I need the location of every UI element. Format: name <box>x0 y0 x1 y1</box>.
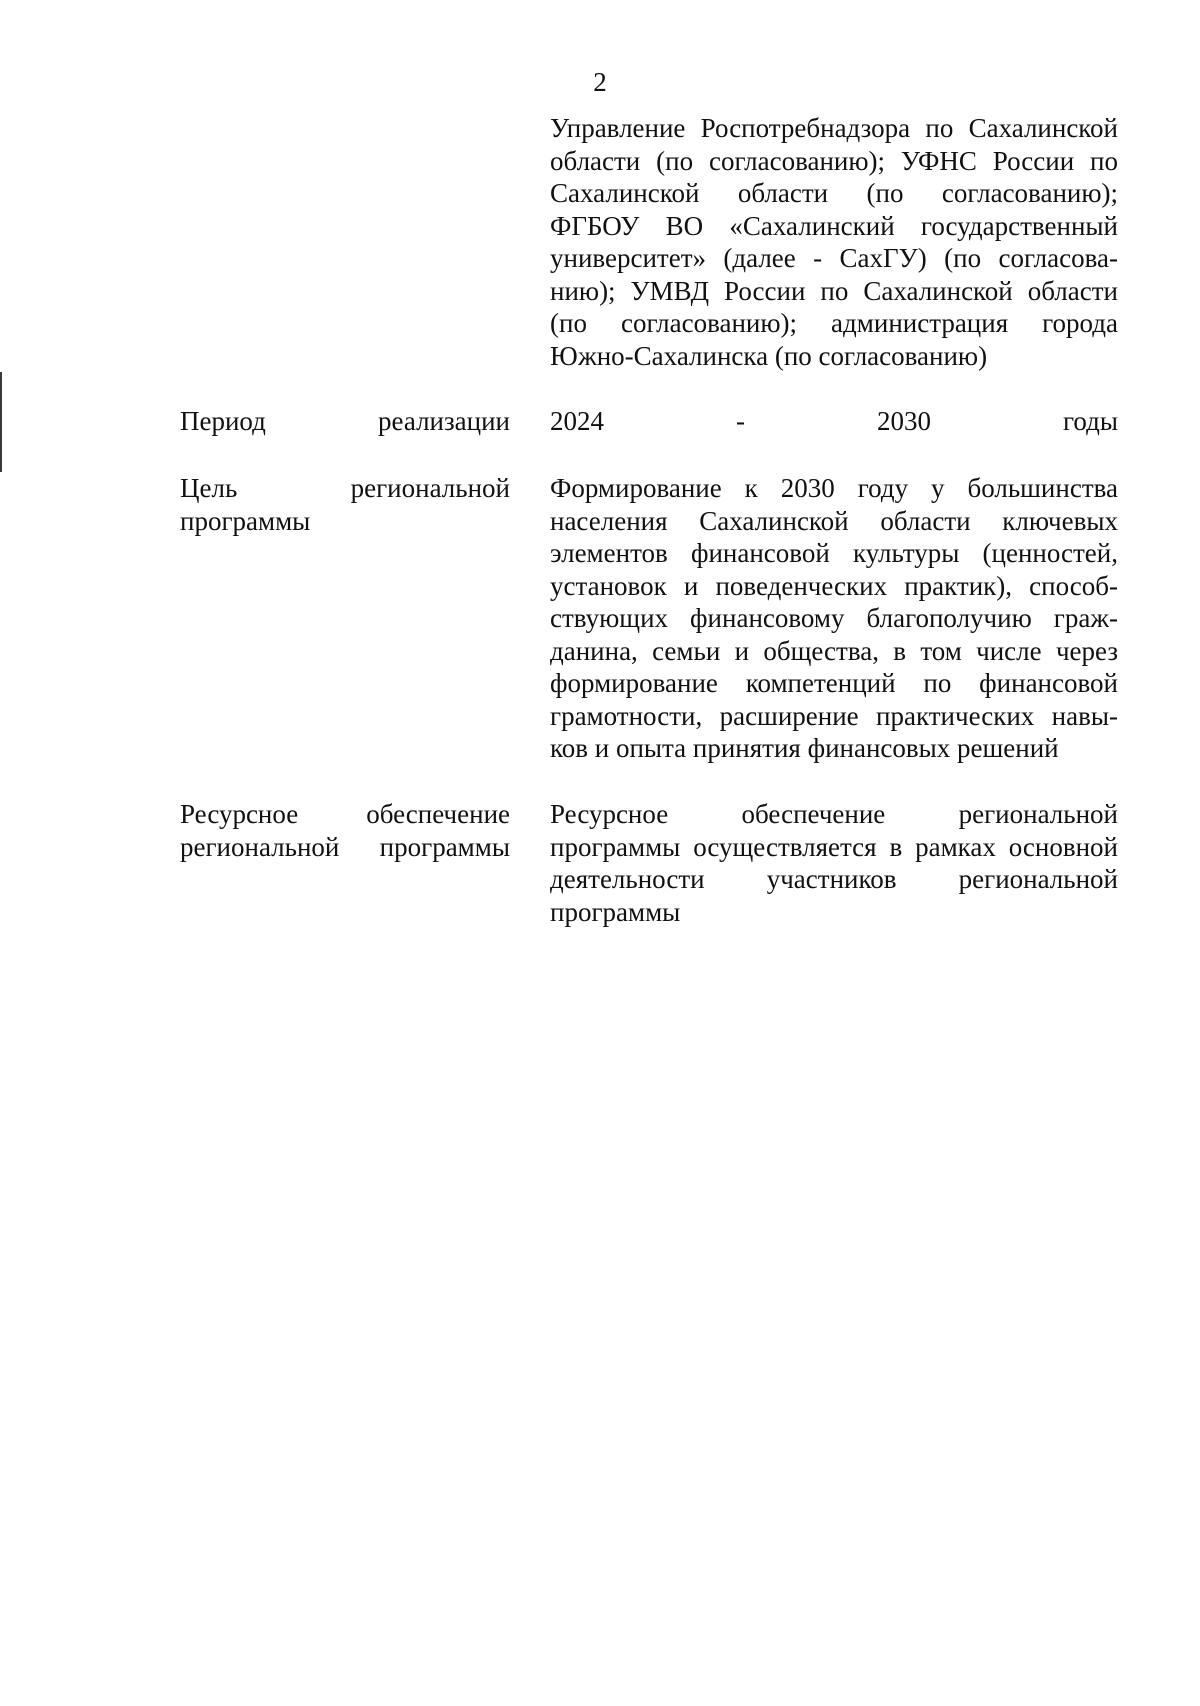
resources-value <box>550 798 1118 928</box>
participants-line: Южно-Сахалинска (по согласованию) <box>550 340 988 371</box>
resources-label-line: Ресурсное обеспечение <box>180 799 510 829</box>
participants-value <box>550 112 1118 372</box>
participants-line: области (по согласованию); УФНС России по <box>550 145 1118 176</box>
participants-line: нию); УМВД России по Сахалинской области <box>550 275 1118 306</box>
period-label-text: Период реализации <box>180 406 510 436</box>
period-label <box>180 405 510 438</box>
participants-line: ФГБОУ ВО «Сахалинский государственный <box>550 210 1118 241</box>
goal-line: ствующих финансовому благополучию граж- <box>550 603 1118 633</box>
resources-label-line: региональной программы <box>180 831 510 862</box>
period-value-text: 2024 - 2030 годы <box>550 406 1118 436</box>
goal-line: населения Сахалинской области ключевых <box>550 505 1118 536</box>
resources-line: деятельности участников региональной <box>550 864 1118 894</box>
goal-line: данина, семьи и общества, в том числе через <box>550 635 1118 666</box>
page-number: 2 <box>593 67 607 97</box>
goal-label-line: Цель региональной <box>180 473 510 503</box>
resources-line: программы осуществляется в рамках основной <box>550 831 1118 862</box>
goal-line: установок и поведенческих практик), способ- <box>550 570 1118 601</box>
goal-line: элементов финансовой культуры (ценностей, <box>550 538 1118 568</box>
scan-edge-mark <box>0 372 2 472</box>
resources-line: Ресурсное обеспечение региональной <box>550 799 1118 829</box>
participants-line: (по согласованию); администрация города <box>550 308 1118 338</box>
goal-line: грамотности, расширение практических навы- <box>550 700 1118 731</box>
participants-line: Сахалинской области (по согласованию); <box>550 178 1118 208</box>
resources-line: программы <box>550 896 681 927</box>
participants-line: Управление Роспотребнадзора по Сахалинской <box>550 113 1118 143</box>
period-value <box>550 405 1118 438</box>
goal-label-line: программы <box>180 505 311 536</box>
goal-line: формирование компетенций по финансовой <box>550 668 1118 698</box>
goal-line: Формирование к 2030 году у большинства <box>550 473 1118 503</box>
goal-value <box>550 472 1118 765</box>
participants-line: университет» (далее - СахГУ) (по согласова- <box>550 243 1118 273</box>
goal-line: ков и опыта принятия финансовых решений <box>550 733 1059 763</box>
goal-label <box>180 472 510 537</box>
resources-label <box>180 798 510 863</box>
